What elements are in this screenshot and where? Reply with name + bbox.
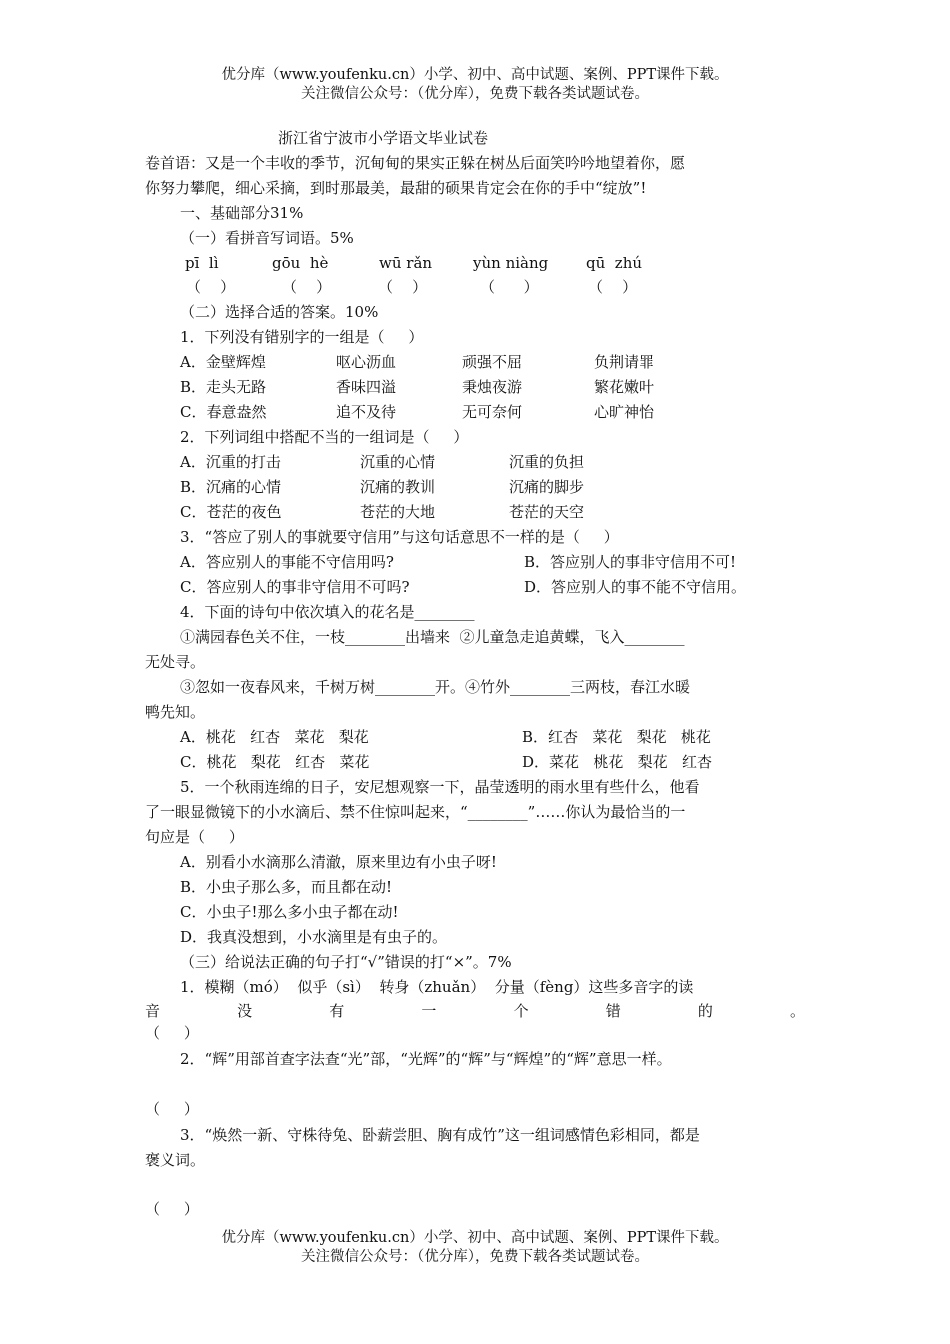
option-word: 沉重的心情	[360, 453, 436, 471]
option-word: 沉痛的教训	[360, 478, 436, 496]
option-d: D．答应别人的事不能不守信用。	[524, 578, 747, 596]
spread-char: 没	[237, 1002, 253, 1020]
option-word: 顽强不屈	[462, 353, 523, 371]
question-stem: 2．下列词组中搭配不当的一组词是（ ）	[180, 428, 469, 446]
spread-char: 错	[605, 1002, 621, 1020]
page-title: 浙江省宁波市小学语文毕业试卷	[278, 129, 489, 147]
option-b: B．红杏 菜花 梨花 桃花	[522, 728, 711, 746]
option-b: B．小虫子那么多，而且都在动!	[180, 878, 393, 896]
option-c: C．小虫子!那么多小虫子都在动!	[180, 903, 399, 921]
page-header-line-1: 优分库（www.youfenku.cn）小学、初中、高中试题、案例、PPT课件下载。	[221, 67, 729, 83]
option-d: D．菜花 桃花 梨花 红杏	[522, 753, 712, 771]
question-stem: 4．下面的诗句中依次填入的花名是________	[180, 603, 475, 621]
spread-char: 一	[421, 1002, 437, 1020]
poem-line: ①满园春色关不住，一枝________出墙来 ②儿童急走追黄蝶，飞入________	[180, 628, 685, 646]
option-a: A．答应别人的事能不守信用吗?	[180, 553, 394, 571]
pinyin-item: gōu hè	[272, 254, 329, 272]
option-word: 呕心沥血	[336, 353, 397, 371]
poem-line: 无处寻。	[145, 653, 206, 671]
poem-line: ③忽如一夜春风来，千树万树________开。④竹外________三两枝，春江水暖	[180, 678, 691, 696]
option-word: 繁花嫩叶	[594, 378, 655, 396]
section-3-heading: （三）给说法正确的句子打“√”错误的打“×”。7%	[180, 953, 512, 971]
spread-char: 有	[329, 1002, 345, 1020]
true-false-item: 1．模糊（mó） 似乎（sì） 转身（zhuǎn） 分量（fèng）这些多音字的读	[180, 978, 694, 996]
page-footer-line-1: 优分库（www.youfenku.cn）小学、初中、高中试题、案例、PPT课件下载。	[221, 1230, 729, 1246]
spread-char: 个	[513, 1002, 529, 1020]
answer-blank: （ ）	[480, 278, 539, 296]
option-word: 苍茫的大地	[360, 503, 436, 521]
section-1-heading: （一）看拼音写词语。5%	[180, 229, 354, 247]
option-c: C．桃花 梨花 红杏 菜花	[180, 753, 370, 771]
answer-blank: （ ）	[282, 278, 332, 296]
answer-blank: （ ）	[145, 1200, 199, 1218]
option-word: 无可奈何	[462, 403, 523, 421]
true-false-item: 2．“辉”用部首查字法查“光”部，“光辉”的“辉”与“辉煌”的“辉”意思一样。	[180, 1050, 672, 1068]
spread-char: 。	[789, 1002, 805, 1020]
option-word: 沉痛的脚步	[509, 478, 585, 496]
option-word: B．沉痛的心情	[180, 478, 282, 496]
option-word: 沉重的负担	[509, 453, 585, 471]
preface-line-1: 卷首语：又是一个丰收的季节，沉甸甸的果实正躲在树丛后面笑吟吟地望着你，愿	[145, 154, 686, 172]
pinyin-item: qū zhú	[586, 254, 643, 272]
option-word: C．苍茫的夜色	[180, 503, 282, 521]
true-false-item: 3．“焕然一新、守株待兔、卧薪尝胆、胸有成竹”这一组词感情色彩相同，都是	[180, 1126, 700, 1144]
option-word: 香味四溢	[336, 378, 397, 396]
page-footer-line-2: 关注微信公众号：（优分库），免费下载各类试题试卷。	[301, 1249, 649, 1265]
part-heading: 一、基础部分31%	[180, 204, 304, 222]
option-word: 负荆请罪	[594, 353, 655, 371]
answer-blank: （ ）	[378, 278, 428, 296]
answer-blank: （ ）	[145, 1024, 199, 1042]
option-b: B．答应别人的事非守信用不可!	[524, 553, 737, 571]
question-stem: 1．下列没有错别字的一组是（ ）	[180, 328, 424, 346]
answer-blank: （ ）	[588, 278, 638, 296]
pinyin-item: pī lì	[185, 254, 219, 272]
poem-line: 鸭先知。	[145, 703, 206, 721]
spread-text-line	[145, 1000, 805, 1022]
option-word: 秉烛夜游	[462, 378, 523, 396]
option-word: B．走头无路	[180, 378, 267, 396]
preface-line-2: 你努力攀爬，细心采摘，到时那最美，最甜的硕果肯定会在你的手中“绽放”!	[145, 179, 647, 197]
spread-char: 音	[145, 1002, 161, 1020]
page-header-line-2: 关注微信公众号：（优分库），免费下载各类试题试卷。	[301, 86, 649, 102]
option-a: A．别看小水滴那么清澈，原来里边有小虫子呀!	[180, 853, 497, 871]
spread-char: 的	[697, 1002, 713, 1020]
pinyin-item: yùn niàng	[473, 254, 549, 272]
question-stem-cont: 句应是（ ）	[145, 828, 244, 846]
question-stem-cont: 了一眼显微镜下的小水滴后、禁不住惊叫起来，“________”……你认为最恰当的一	[145, 803, 686, 821]
answer-blank: （ ）	[186, 278, 236, 296]
question-stem: 3．“答应了别人的事就要守信用”与这句话意思不一样的是（ ）	[180, 528, 619, 546]
question-stem: 5．一个秋雨连绵的日子，安尼想观察一下，晶莹透明的雨水里有些什么，他看	[180, 778, 700, 796]
pinyin-item: wū rǎn	[379, 254, 433, 272]
answer-blank: （ ）	[145, 1100, 199, 1118]
true-false-item-cont: 褒义词。	[145, 1151, 206, 1169]
option-word: A．沉重的打击	[180, 453, 281, 471]
option-word: C．春意盎然	[180, 403, 267, 421]
option-a: A．桃花 红杏 菜花 梨花	[180, 728, 369, 746]
section-2-heading: （二）选择合适的答案。10%	[180, 303, 379, 321]
option-word: 苍茫的天空	[509, 503, 585, 521]
option-word: 心旷神怡	[594, 403, 655, 421]
option-word: 追不及待	[336, 403, 397, 421]
option-d: D．我真没想到，小水滴里是有虫子的。	[180, 928, 448, 946]
option-c: C．答应别人的事非守信用不可吗?	[180, 578, 410, 596]
option-word: A．金壁辉煌	[180, 353, 266, 371]
